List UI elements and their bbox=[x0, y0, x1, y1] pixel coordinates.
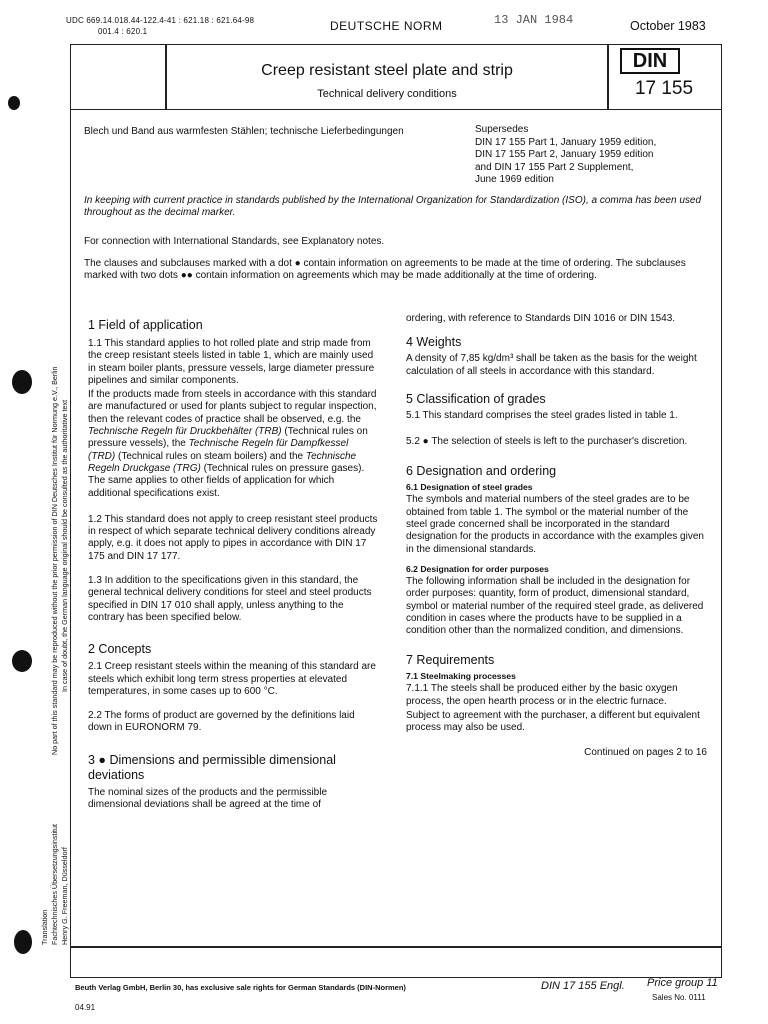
continued-note: Continued on pages 2 to 16 bbox=[584, 746, 707, 758]
title-divider-right bbox=[607, 44, 609, 110]
print-code: 04.91 bbox=[75, 1003, 96, 1012]
punch-hole-mark bbox=[12, 650, 32, 672]
clause-5-2: 5.2 ● The selection of steels is left to the purchaser's discretion. bbox=[406, 436, 688, 448]
deutsche-norm-label: DEUTSCHE NORM bbox=[330, 19, 443, 33]
clause-6-1-text: The symbols and material numbers of the steel grades are to be obtained from table 1. The symbol or the material number of the steel grade concerned shall be incorporated in the standard designation for the products in accordance with the examples given in the dimensional standards. bbox=[406, 494, 704, 555]
dots-note: The clauses and subclauses marked with a dot ● contain information on agreements to be made at the time of ordering. The subclauses marked with two dots ●● contain information on agreements which may be made additionally at the time of ordering. bbox=[84, 258, 686, 282]
right-column bbox=[406, 313, 711, 759]
comma-note: In keeping with current practice in standards published by the International Organization for Standardization (ISO), a comma has been used throughout as the decimal marker. bbox=[84, 195, 702, 219]
language-notice: In case of doubt, the German language original should be consulted as the authoritative text bbox=[60, 399, 69, 692]
supersedes-line: DIN 17 155 Part 1, January 1959 edition, bbox=[475, 136, 657, 148]
section-5-heading: 5 Classification of grades bbox=[406, 391, 546, 406]
udc-line-1: UDC 669.14.018.44-122.4-41 : 621.18 : 621.64-98 bbox=[66, 16, 255, 25]
sales-number: Sales No. 0111 bbox=[652, 993, 706, 1002]
international-note: For connection with International Standards, see Explanatory notes. bbox=[84, 236, 385, 247]
copyright-notice: No part of this standard may be reproduced without the prior permission of DIN Deutsches Institut für Normung e.V., Berlin bbox=[50, 366, 59, 755]
supersedes-line: Supersedes bbox=[475, 124, 529, 135]
supersedes-line: June 1969 edition bbox=[475, 174, 554, 185]
section-1-heading: 1 Field of application bbox=[88, 318, 203, 332]
clause-6-1-heading: 6.1 Designation of steel grades bbox=[406, 482, 533, 493]
din-logo: DIN bbox=[620, 48, 680, 74]
supersedes-block bbox=[475, 124, 656, 187]
bottom-rule bbox=[70, 946, 722, 948]
punch-hole-mark bbox=[12, 370, 32, 394]
clause-6-2-text: The following information shall be included in the designation for order purposes: quantity, form of product, dimensional standard, symbol or material number of the required steel grade, as delivered condition in cases where the products have to be supplied in a condition other than the normalized condition, and dimensions. bbox=[406, 575, 704, 637]
section-3-continued: ordering, with reference to Standards DIN 1016 or DIN 1543. bbox=[406, 313, 676, 324]
footer-din-ref: DIN 17 155 Engl. bbox=[541, 980, 625, 992]
text-run: If the products made from steels in accordance with this standard are manufactured or used for plants subject to regular inspection, then the relevant codes of practice shall be observed, e.g. the bbox=[88, 389, 377, 425]
price-group: Price group 11 bbox=[647, 977, 718, 989]
clause-7-1-1: 7.1.1 The steels shall be produced either by the basic oxygen process, the open hearth process or in the electric furnace. bbox=[406, 683, 678, 707]
clause-7-1-heading: 7.1 Steelmaking processes bbox=[406, 671, 516, 682]
supersedes-line: DIN 17 155 Part 2, January 1959 edition bbox=[475, 149, 654, 160]
clause-1-1-continued bbox=[88, 389, 378, 500]
section-2-heading: 2 Concepts bbox=[88, 642, 152, 657]
document-subtitle: Technical delivery conditions bbox=[317, 88, 457, 100]
publisher-note: Beuth Verlag GmbH, Berlin 30, has exclusive sale rights for German Standards (DIN-Normen) bbox=[75, 983, 406, 992]
supersedes-line: and DIN 17 155 Part 2 Supplement, bbox=[475, 161, 634, 173]
section-4-text: A density of 7,85 kg/dm³ shall be taken as the basis for the weight calculation of all steels in accordance with this standard. bbox=[406, 353, 697, 377]
clause-6-2-heading: 6.2 Designation for order purposes bbox=[406, 563, 549, 574]
text-run: (Technical rules on steam boilers) and the bbox=[115, 450, 306, 462]
section-7-heading: 7 Requirements bbox=[406, 653, 495, 668]
text-run: (Technical rules on pressure gases). The same applies to other fields of application for which additional specifications exist. bbox=[88, 462, 365, 499]
left-column bbox=[88, 318, 378, 811]
trb-reference: Technische Regeln für Druckbehälter (TRB) bbox=[88, 426, 282, 438]
clause-5-1: 5.1 This standard comprises the steel grades listed in table 1. bbox=[406, 409, 678, 421]
scan-speck bbox=[8, 96, 20, 110]
udc-line-2: 001.4 : 620.1 bbox=[98, 27, 148, 36]
din-number: 17 155 bbox=[634, 78, 694, 99]
translation-bureau: Fachtechnisches Übersetzungsinstitut bbox=[50, 823, 59, 945]
text-run: (Technical rules on pressure vessels), the bbox=[88, 426, 368, 450]
clause-1-2: 1.2 This standard does not apply to creep resistant steel products in respect of which separate technical delivery conditions already apply, e.g. it does not apply to pipes in accordance with DIN 17 175 and DIN 17 177. bbox=[88, 513, 378, 562]
translation-label: Translation bbox=[40, 909, 49, 945]
edition-date: October 1983 bbox=[630, 19, 706, 33]
clause-1-3: 1.3 In addition to the specifications given in this standard, the general technical delivery conditions for steel and steel products specified in DIN 17 010 shall apply, unless anything to the contrary has been specified below. bbox=[88, 575, 372, 623]
trd-reference: Technische Regeln für Dampfkessel (TRD) bbox=[88, 438, 349, 462]
german-title: Blech und Band aus warmfesten Stählen; technische Lieferbedingungen bbox=[84, 126, 404, 137]
document-title: Creep resistant steel plate and strip bbox=[261, 62, 513, 79]
section-3-text: The nominal sizes of the products and the permissible dimensional deviations shall be agreed at the time of bbox=[88, 786, 328, 811]
clause-2-2: 2.2 The forms of product are governed by the definitions laid down in EURONORM 79. bbox=[88, 710, 355, 734]
section-6-heading: 6 Designation and ordering bbox=[406, 464, 557, 479]
receipt-stamp: 13 JAN 1984 bbox=[494, 13, 574, 27]
trg-reference: Technische Regeln Druckgase (TRG) bbox=[88, 450, 357, 474]
clause-1-1: 1.1 This standard applies to hot rolled plate and strip made from the creep resistant steels listed in table 1, which are mainly used in steam boiler plants, pressure vessels, large diameter pressure pipelines and similar components. bbox=[88, 338, 375, 386]
clause-7-1-1-agreement: Subject to agreement with the purchaser, a different but equivalent process may also be used. bbox=[406, 710, 700, 734]
clause-2-1: 2.1 Creep resistant steels within the meaning of this standard are steels which exhibit long term stress properties at elevated temperatures, in some cases up to 600 °C. bbox=[88, 661, 376, 697]
punch-hole-mark bbox=[14, 930, 32, 954]
section-4-heading: 4 Weights bbox=[406, 335, 462, 350]
translator-names: Henry G. Freeman, Düsseldorf bbox=[60, 847, 69, 945]
section-3-heading: 3 ● Dimensions and permissible dimensional deviations bbox=[88, 752, 336, 782]
